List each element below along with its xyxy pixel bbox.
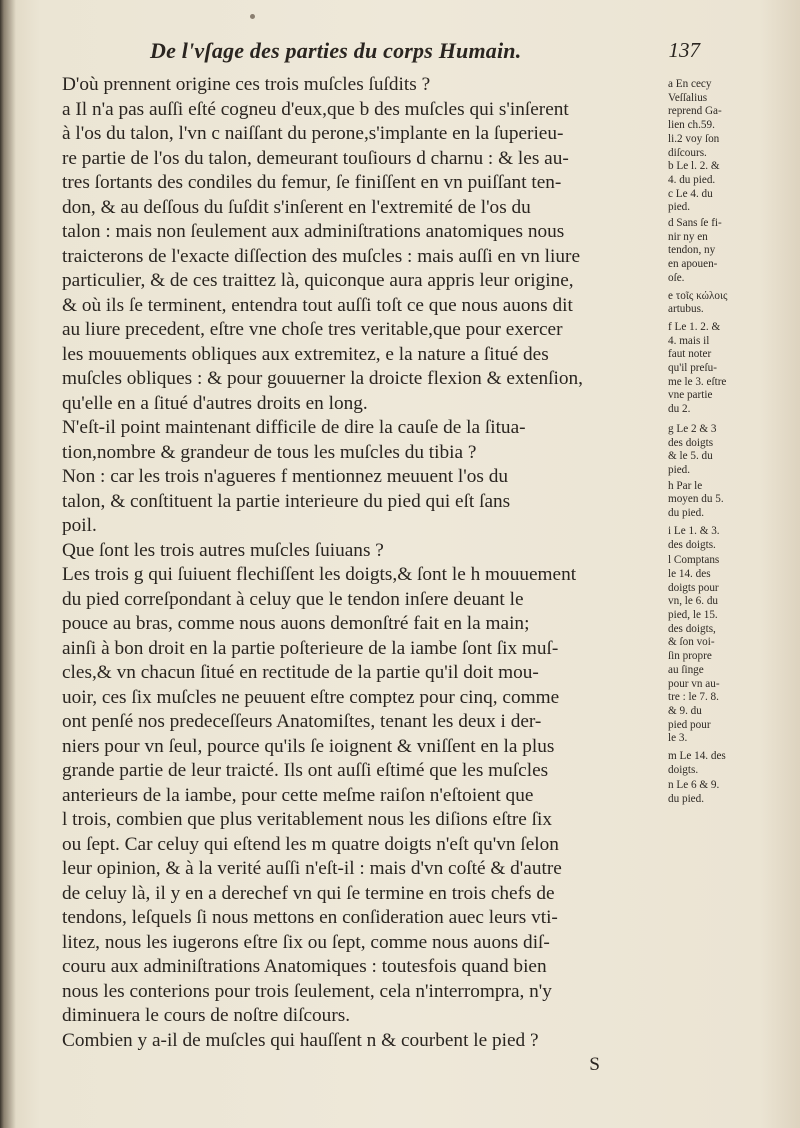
text-line: du pied correſpondant à celuy que le tendon inſere deuant le bbox=[62, 588, 524, 610]
text-line: uoir, ces ſix muſcles ne peuuent eſtre comptez pour cinq, comme bbox=[62, 686, 560, 708]
text-line: au liure precedent, eſtre vne choſe tres veritable,que pour exercer bbox=[62, 319, 563, 340]
text-line: a Il n'a pas auſſi eſté cogneu d'eux,que b des muſcles qui s'inſerent bbox=[62, 98, 569, 120]
text-line: tendons, leſquels ſi nous mettons en conſideration auec leurs vti- bbox=[62, 907, 558, 928]
margin-note: c Le 4. du pied. bbox=[668, 187, 713, 214]
main-text bbox=[62, 73, 664, 1078]
margin-note: d Sans ſe fi- nir ny en tendon, ny en apouen- oſe. bbox=[668, 217, 722, 284]
signature-mark: S bbox=[589, 1054, 600, 1075]
text-line: ont penſé nos predeceſſeurs Anatomiſtes, tenant les deux i der- bbox=[62, 711, 542, 732]
margin-note: l Comptans le 14. des doigts pour vn, le 6. du pied, le 15. des doigts, & ſon voi- ſin propre au ſinge pour vn au- tre : le 7. 8. & 9. du pied pour le 3. bbox=[668, 554, 720, 745]
text-line: re partie de l'os du talon, demeurant touſiours d charnu : & les au- bbox=[62, 147, 569, 169]
text-line: à l'os du talon, l'vn c naiſſant du perone,s'implante en la ſuperieu- bbox=[62, 123, 564, 144]
text-line: particulier, & de ces traittez là, quiconque aura appris leur origine, bbox=[62, 270, 574, 291]
text-line: don, & au deſſous du ſuſdit s'inſerent en l'extremité de l'os du bbox=[62, 196, 531, 218]
question-line: Combien y a-il de muſcles qui hauſſent n & courbent le pied ? bbox=[62, 1029, 539, 1051]
margin-note: m Le 14. des doigts. bbox=[668, 750, 726, 776]
text-line: & où ils ſe terminent, entendra tout auſſi toſt ce que nous auons dit bbox=[62, 294, 573, 316]
margin-note: n Le 6 & 9. du pied. bbox=[668, 779, 720, 806]
text-line: traicterons de l'exacte diſſection des muſcles : mais auſſi en vn liure bbox=[62, 245, 581, 267]
ink-speck bbox=[250, 14, 255, 19]
text-line: de celuy là, il y en a derechef vn qui ſe termine en trois chefs de bbox=[62, 882, 555, 904]
text-line: niers pour vn ſeul, pource qu'ils ſe ioignent & vniſſent en la plus bbox=[62, 735, 555, 757]
binding-gutter bbox=[0, 0, 16, 1128]
margin-note: i Le 1. & 3. des doigts. bbox=[668, 524, 720, 551]
margin-note: a En cecy Veſſalius reprend Ga- lien ch.59. li.2 voy ſon diſcours. bbox=[668, 78, 722, 159]
running-title: De l'vſage des parties du corps Humain. bbox=[150, 38, 522, 63]
text-line: ainſi à bon droit en la partie poſterieure de la iambe ſont ſix muſ- bbox=[62, 637, 559, 659]
answer-line: Non : car les trois n'agueres f mentionnez meuuent l'os du bbox=[62, 466, 509, 487]
margin-note: f Le 1. 2. & 4. mais il faut noter qu'il preſu- me le 3. eſtre vne partie du 2. bbox=[668, 320, 727, 416]
question-line: tion,nombre & grandeur de tous les muſcles du tibia ? bbox=[62, 441, 477, 463]
text-line: litez, nous les iugerons eſtre ſix ou ſept, comme nous auons diſ- bbox=[62, 931, 550, 953]
text-line: tres ſortants des condiles du femur, ſe finiſſent en vn puiſſant ten- bbox=[62, 172, 562, 193]
question-line: Que ſont les trois autres muſcles ſuiuans ? bbox=[62, 539, 384, 561]
text-line: couru aux adminiſtrations Anatomiques : toutesfois quand bien bbox=[62, 956, 547, 977]
margin-note: h Par le moyen du 5. du pied. bbox=[668, 479, 724, 520]
text-line: ou ſept. Car celuy qui eſtend les m quatre doigts n'eſt qu'vn ſelon bbox=[62, 833, 559, 855]
text-line: cles,& vn chacun ſitué en rectitude de la partie qu'il doit mou- bbox=[62, 662, 539, 683]
answer-line: Les trois g qui ſuiuent flechiſſent les doigts,& ſont le h mouuement bbox=[62, 564, 577, 585]
text-line: anterieurs de la iambe, pour cette meſme raiſon n'eſtoient que bbox=[62, 784, 534, 806]
margin-note: g Le 2 & 3 des doigts & le 5. du pied. bbox=[668, 422, 717, 476]
text-line: talon : mais non ſeulement aux adminiſtrations anatomiques nous bbox=[62, 221, 565, 242]
text-line: poil. bbox=[62, 515, 97, 536]
margin-notes bbox=[668, 78, 796, 807]
text-line: D'où prennent origine ces trois muſcles ſuſdits ? bbox=[62, 74, 431, 95]
page-number: 137 bbox=[668, 38, 700, 62]
page-header bbox=[150, 38, 710, 68]
text-line: pouce au bras, comme nous auons demonſtré fait en la main; bbox=[62, 613, 530, 634]
margin-note: e τοῖς κώλοις artubus. bbox=[668, 289, 728, 316]
text-line: qu'elle en a ſitué d'autres droits en long. bbox=[62, 392, 368, 414]
question-line: N'eſt-il point maintenant difficile de dire la cauſe de la ſitua- bbox=[62, 417, 526, 438]
text-line: muſcles obliques : & pour gouuerner la droicte flexion & extenſion, bbox=[62, 368, 583, 389]
text-line: diminuera le cours de noſtre diſcours. bbox=[62, 1005, 351, 1026]
text-line: leur opinion, & à la verité auſſi n'eſt-il : mais d'vn coſté & d'autre bbox=[62, 858, 562, 879]
text-line: nous les conterions pour trois ſeulement, cela n'interrompra, n'y bbox=[62, 980, 552, 1002]
text-line: talon, & conſtituent la partie interieure du pied qui eſt ſans bbox=[62, 490, 511, 512]
text-line: l trois, combien que plus veritablement nous les diſions eſtre ſix bbox=[62, 809, 552, 830]
text-line: les mouuements obliques aux extremitez, e la nature a ſitué des bbox=[62, 343, 549, 365]
text-line: grande partie de leur traicté. Ils ont auſſi eſtimé que les muſcles bbox=[62, 760, 549, 781]
margin-note: b Le l. 2. & 4. du pied. bbox=[668, 160, 720, 186]
